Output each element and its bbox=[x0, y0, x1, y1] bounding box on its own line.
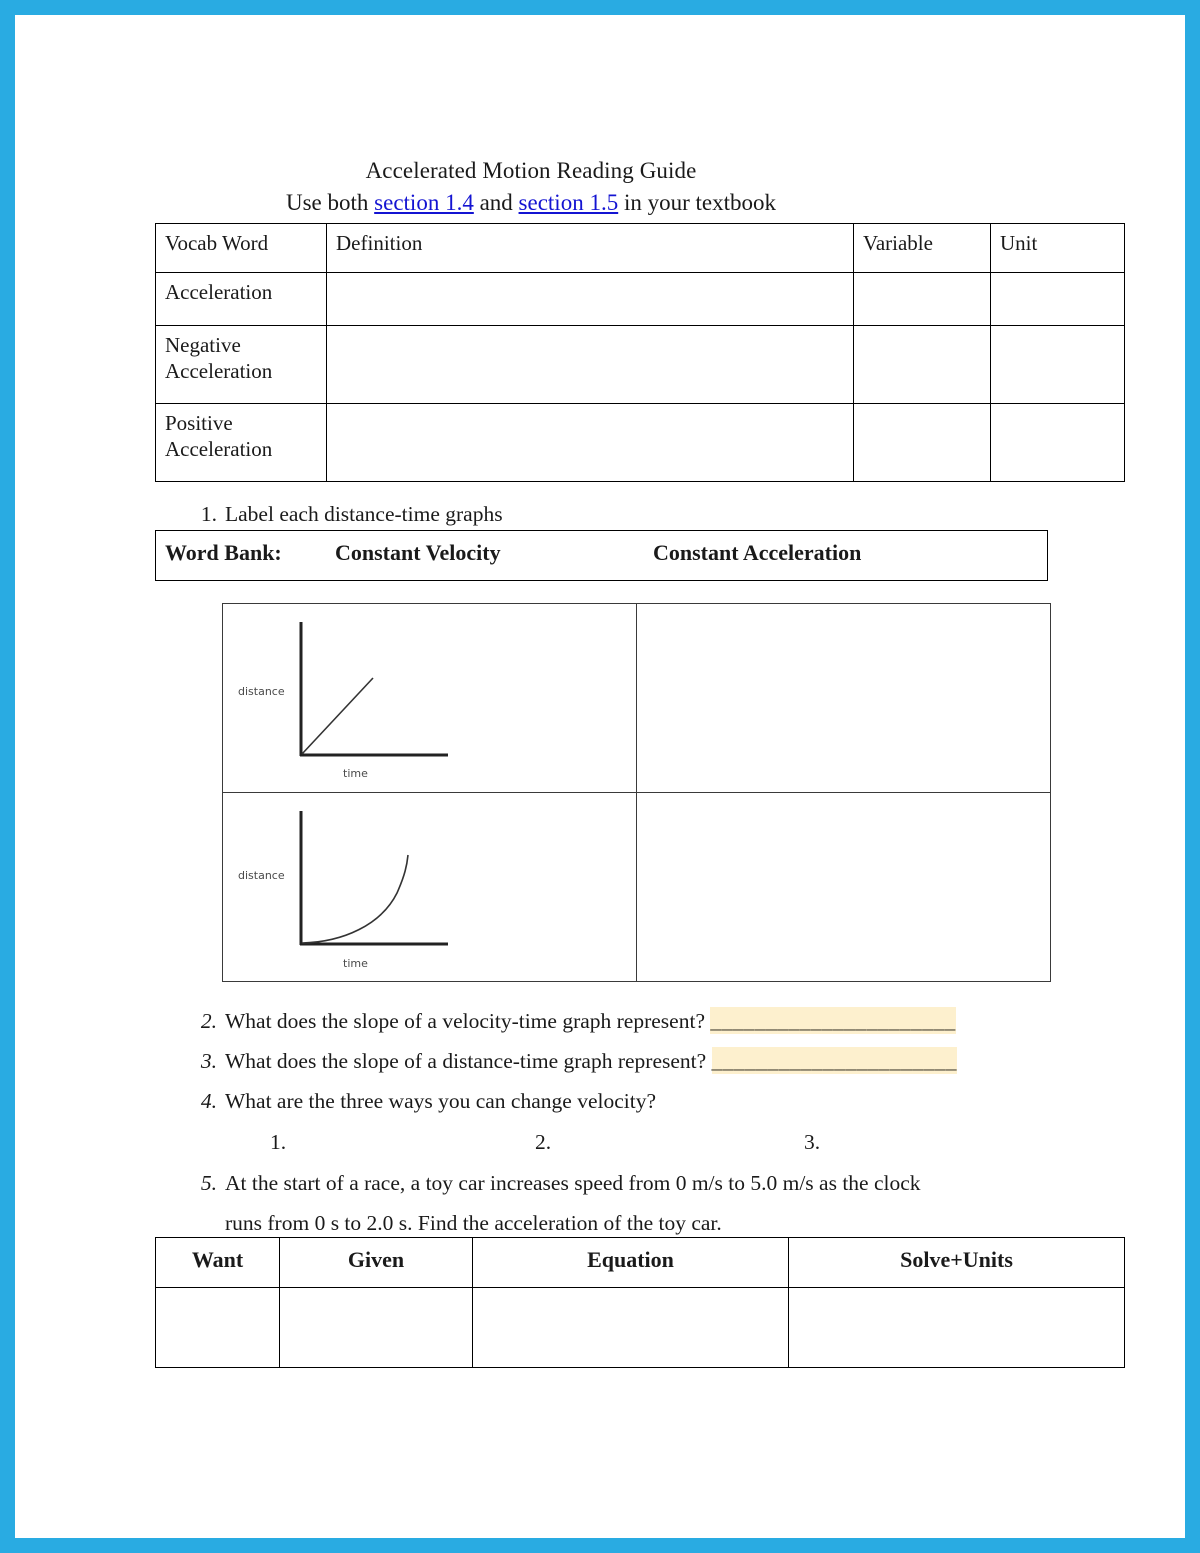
page-title: Accelerated Motion Reading Guide bbox=[365, 158, 697, 183]
graph-curved bbox=[223, 793, 636, 981]
question-3-text bbox=[225, 1049, 957, 1074]
vocab-word-negative-acceleration bbox=[156, 326, 327, 404]
vocab-word-line1: Positive bbox=[165, 411, 233, 435]
question-1-number: 1. bbox=[200, 502, 217, 526]
solve-header-given: Given bbox=[280, 1238, 473, 1288]
graph-answer-cell-1[interactable] bbox=[637, 604, 1051, 793]
vocab-header-word: Vocab Word bbox=[156, 224, 327, 273]
solve-header-solve-units: Solve+Units bbox=[789, 1238, 1125, 1288]
vocab-definition-positive-acceleration[interactable] bbox=[327, 404, 854, 482]
question-2-answer-blank[interactable]: ______________________ bbox=[710, 1009, 956, 1033]
section-1-5-link[interactable]: section 1.5 bbox=[518, 190, 619, 215]
table-row bbox=[156, 326, 1125, 404]
vocab-word-line1: Negative bbox=[165, 333, 241, 357]
word-bank-label: Word Bank: bbox=[156, 531, 327, 581]
worksheet-sheet bbox=[15, 15, 1185, 1538]
question-5-line2: runs from 0 s to 2.0 s. Find the acceleration of the toy car. bbox=[225, 1211, 722, 1235]
question-4-subitem-1[interactable]: 1. bbox=[270, 1130, 287, 1154]
question-4-text: What are the three ways you can change velocity? bbox=[225, 1089, 656, 1113]
graph-answer-cell-2[interactable] bbox=[637, 793, 1051, 982]
vocab-header-definition: Definition bbox=[327, 224, 854, 273]
question-4-subitem-3[interactable]: 3. bbox=[804, 1130, 821, 1154]
graph-row-2 bbox=[223, 793, 1051, 982]
question-3-prompt: What does the slope of a distance-time graph represent? bbox=[225, 1049, 707, 1073]
solve-cell-given[interactable] bbox=[280, 1288, 473, 1368]
vocab-word-line2: Acceleration bbox=[165, 436, 273, 461]
question-5-number: 5. bbox=[200, 1171, 217, 1195]
question-4-number: 4. bbox=[200, 1089, 217, 1113]
vocab-header-variable: Variable bbox=[854, 224, 991, 273]
graph-row-1 bbox=[223, 604, 1051, 793]
vocab-header-unit: Unit bbox=[991, 224, 1125, 273]
vocab-header-row bbox=[156, 224, 1125, 273]
question-5-line1: At the start of a race, a toy car increases speed from 0 m/s to 5.0 m/s as the clock bbox=[225, 1171, 921, 1195]
vocab-definition-acceleration[interactable] bbox=[327, 273, 854, 326]
solve-header-want: Want bbox=[156, 1238, 280, 1288]
question-3-answer-blank[interactable]: ______________________ bbox=[711, 1049, 957, 1073]
vocab-table bbox=[155, 223, 1125, 482]
page-subtitle bbox=[15, 190, 1047, 216]
graph-curved-x-label: time bbox=[343, 957, 368, 970]
table-row bbox=[156, 273, 1125, 326]
question-2-prompt: What does the slope of a velocity-time graph represent? bbox=[225, 1009, 705, 1033]
word-bank-option-constant-velocity: Constant Velocity bbox=[326, 531, 644, 581]
question-2-number: 2. bbox=[200, 1009, 217, 1033]
question-3-number: 3. bbox=[200, 1049, 217, 1073]
vocab-word-line2: Acceleration bbox=[165, 358, 273, 383]
solve-header-equation: Equation bbox=[473, 1238, 789, 1288]
graph-cell-linear bbox=[223, 604, 637, 793]
vocab-word-acceleration: Acceleration bbox=[156, 273, 327, 326]
graph-labeling-table bbox=[222, 603, 1051, 982]
question-4-subitem-2[interactable]: 2. bbox=[535, 1130, 552, 1154]
solve-cell-want[interactable] bbox=[156, 1288, 280, 1368]
vocab-definition-negative-acceleration[interactable] bbox=[327, 326, 854, 404]
table-row bbox=[156, 404, 1125, 482]
solve-cell-equation[interactable] bbox=[473, 1288, 789, 1368]
graph-cell-curved bbox=[223, 793, 637, 982]
solve-table bbox=[155, 1237, 1125, 1368]
solve-header-row bbox=[156, 1238, 1125, 1288]
question-2-text bbox=[225, 1009, 956, 1034]
section-1-4-link[interactable]: section 1.4 bbox=[374, 190, 474, 215]
vocab-unit-negative-acceleration[interactable] bbox=[991, 326, 1125, 404]
subtitle-middle: and bbox=[473, 190, 519, 215]
graph-linear-x-label: time bbox=[343, 767, 368, 780]
vocab-unit-acceleration[interactable] bbox=[991, 273, 1125, 326]
word-bank-table bbox=[155, 530, 1048, 581]
subtitle-prefix: Use both bbox=[286, 190, 375, 215]
subtitle-suffix: in your textbook bbox=[618, 190, 776, 215]
table-row bbox=[156, 1288, 1125, 1368]
graph-curved-y-label: distance bbox=[238, 869, 285, 882]
vocab-variable-negative-acceleration[interactable] bbox=[854, 326, 991, 404]
solve-cell-solve-units[interactable] bbox=[789, 1288, 1125, 1368]
word-bank-row bbox=[156, 531, 1048, 581]
graph-linear bbox=[223, 604, 636, 792]
vocab-variable-acceleration[interactable] bbox=[854, 273, 991, 326]
graph-linear-y-label: distance bbox=[238, 685, 285, 698]
question-1-text: Label each distance-time graphs bbox=[225, 502, 503, 526]
vocab-word-positive-acceleration bbox=[156, 404, 327, 482]
word-bank-option-constant-acceleration: Constant Acceleration bbox=[644, 531, 1048, 581]
worksheet-page bbox=[15, 15, 1185, 1538]
vocab-variable-positive-acceleration[interactable] bbox=[854, 404, 991, 482]
vocab-unit-positive-acceleration[interactable] bbox=[991, 404, 1125, 482]
